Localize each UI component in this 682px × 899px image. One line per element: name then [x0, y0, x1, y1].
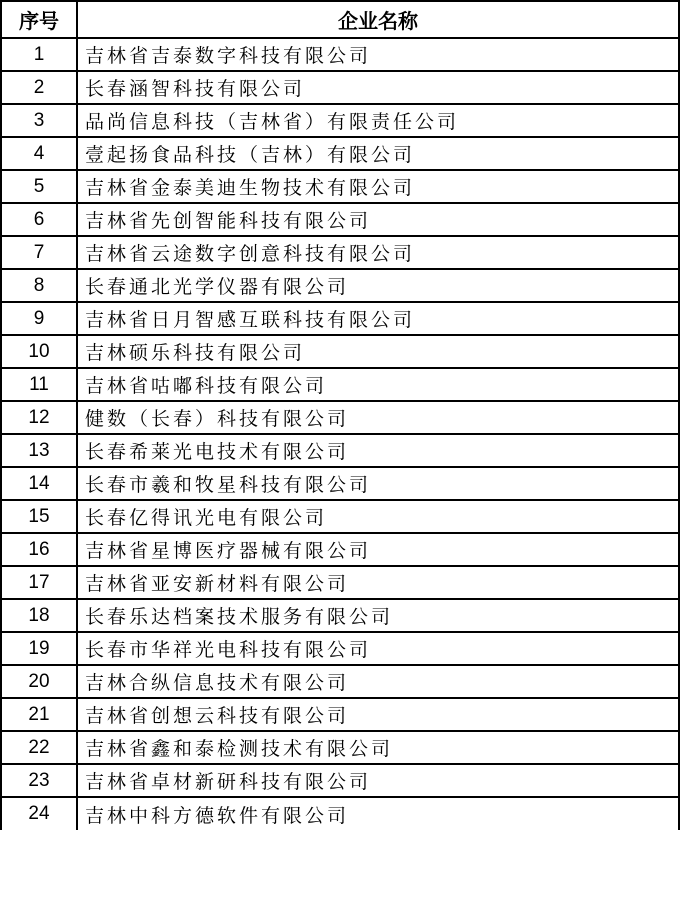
table-row	[1, 533, 679, 566]
company-name-cell: 吉林省金泰美迪生物技术有限公司	[77, 170, 679, 203]
serial-number-cell: 1	[1, 38, 77, 71]
company-name-cell: 吉林中科方德软件有限公司	[77, 797, 679, 830]
table-row	[1, 236, 679, 269]
table-row	[1, 665, 679, 698]
serial-number-cell: 2	[1, 71, 77, 104]
serial-number-cell: 7	[1, 236, 77, 269]
serial-number-cell: 11	[1, 368, 77, 401]
header-serial-number: 序号	[1, 1, 77, 38]
serial-number-cell: 21	[1, 698, 77, 731]
serial-number-cell: 3	[1, 104, 77, 137]
company-name-cell: 长春乐达档案技术服务有限公司	[77, 599, 679, 632]
table-row	[1, 566, 679, 599]
serial-number-cell: 12	[1, 401, 77, 434]
table-row	[1, 38, 679, 71]
company-name-cell: 壹起扬食品科技（吉林）有限公司	[77, 137, 679, 170]
company-name-cell: 吉林省咕嘟科技有限公司	[77, 368, 679, 401]
serial-number-cell: 16	[1, 533, 77, 566]
company-name-cell: 长春涵智科技有限公司	[77, 71, 679, 104]
serial-number-cell: 9	[1, 302, 77, 335]
serial-number-cell: 6	[1, 203, 77, 236]
serial-number-cell: 15	[1, 500, 77, 533]
table-row	[1, 71, 679, 104]
company-name-cell: 吉林省吉泰数字科技有限公司	[77, 38, 679, 71]
table-row	[1, 467, 679, 500]
table-row	[1, 731, 679, 764]
company-name-cell: 吉林省亚安新材料有限公司	[77, 566, 679, 599]
serial-number-cell: 5	[1, 170, 77, 203]
company-name-cell: 吉林省云途数字创意科技有限公司	[77, 236, 679, 269]
company-name-cell: 健数（长春）科技有限公司	[77, 401, 679, 434]
company-name-cell: 吉林省鑫和泰检测技术有限公司	[77, 731, 679, 764]
company-name-cell: 吉林省先创智能科技有限公司	[77, 203, 679, 236]
company-name-cell: 吉林合纵信息技术有限公司	[77, 665, 679, 698]
company-name-cell: 长春亿得讯光电有限公司	[77, 500, 679, 533]
table-row	[1, 137, 679, 170]
table-row	[1, 269, 679, 302]
company-name-cell: 长春通北光学仪器有限公司	[77, 269, 679, 302]
company-name-cell: 长春市羲和牧星科技有限公司	[77, 467, 679, 500]
table-row	[1, 764, 679, 797]
table-row	[1, 500, 679, 533]
company-name-cell: 长春希莱光电技术有限公司	[77, 434, 679, 467]
table-row	[1, 170, 679, 203]
table-row	[1, 698, 679, 731]
table-row	[1, 599, 679, 632]
serial-number-cell: 13	[1, 434, 77, 467]
company-name-cell: 吉林省卓材新研科技有限公司	[77, 764, 679, 797]
company-name-cell: 吉林省星博医疗器械有限公司	[77, 533, 679, 566]
serial-number-cell: 22	[1, 731, 77, 764]
company-name-cell: 长春市华祥光电科技有限公司	[77, 632, 679, 665]
header-company-name: 企业名称	[77, 1, 679, 38]
company-name-cell: 吉林省创想云科技有限公司	[77, 698, 679, 731]
serial-number-cell: 4	[1, 137, 77, 170]
table-row	[1, 104, 679, 137]
table-header	[1, 1, 679, 38]
serial-number-cell: 23	[1, 764, 77, 797]
table-row	[1, 203, 679, 236]
table-row	[1, 335, 679, 368]
table-body	[1, 38, 679, 830]
company-name-cell: 吉林省日月智感互联科技有限公司	[77, 302, 679, 335]
serial-number-cell: 17	[1, 566, 77, 599]
serial-number-cell: 18	[1, 599, 77, 632]
table-row	[1, 797, 679, 830]
serial-number-cell: 10	[1, 335, 77, 368]
company-name-cell: 品尚信息科技（吉林省）有限责任公司	[77, 104, 679, 137]
serial-number-cell: 24	[1, 797, 77, 830]
table-row	[1, 401, 679, 434]
company-name-cell: 吉林硕乐科技有限公司	[77, 335, 679, 368]
table-row	[1, 434, 679, 467]
serial-number-cell: 19	[1, 632, 77, 665]
serial-number-cell: 14	[1, 467, 77, 500]
table-row	[1, 632, 679, 665]
header-row	[1, 1, 679, 38]
table-row	[1, 368, 679, 401]
table-row	[1, 302, 679, 335]
serial-number-cell: 8	[1, 269, 77, 302]
serial-number-cell: 20	[1, 665, 77, 698]
